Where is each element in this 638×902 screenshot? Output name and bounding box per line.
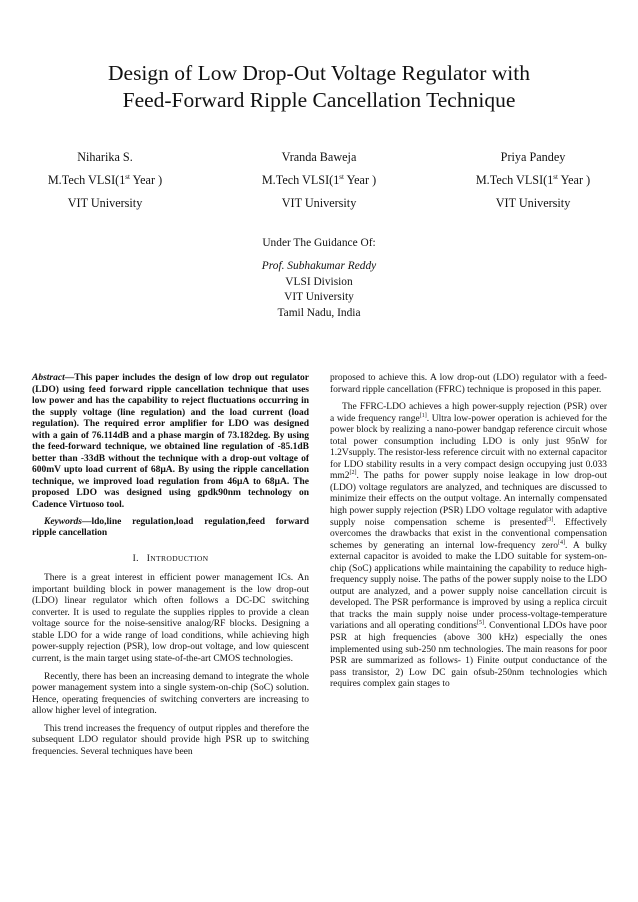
keywords-text: —ldo,line regulation,load regulation,feed forward ripple cancellation xyxy=(32,516,309,539)
citation-ref: [5] xyxy=(477,620,484,627)
keywords-lead: Keywords xyxy=(44,516,82,527)
citation-ref: [4] xyxy=(558,539,565,546)
intro-paragraph-1: There is a great interest in efficient power management ICs. An important building block in power management is the low drop-out (LDO) linear regulator which often follows a DC-DC switching converter. It is used to regulate the supplies ripples to provide a clean voltage source for the noise-sensitive analog/RF blocks. Designing a stable LDO for a wide range of load conditions, while achieving high power-supply rejection (PSR), low drop-out voltage, and low quiescent current, is the main target using state-of-the-art CMOS technologies. xyxy=(32,573,309,665)
intro-paragraph-2: Recently, there has been an increasing demand to integrate the whole power management system into a single system-on-chip (SoC) solution. Hence, operating frequencies of switching converters are increasing to allow higher level of integration. xyxy=(32,671,309,717)
program-text: M.Tech VLSI(1 xyxy=(47,173,126,187)
right-paragraph-2 xyxy=(330,402,607,691)
program-sup: st xyxy=(339,172,344,181)
text-span: . A bulky external capacitor is avoided to make the LDO suitable for system-on-chip (SoC) applications while maintaining the capability to reduce high-frequency supply noise. The paths of the power supply noise to the LDO output are analyzed, and a power supply noise cancellation circuit is developed. The PSR performance is improved by using a replica circuit that tracks the main supply noise under process-voltage-temperature variations and all operating conditions xyxy=(330,540,607,632)
abstract xyxy=(32,373,309,512)
author-block xyxy=(214,146,424,215)
intro-paragraph-3: This trend increases the frequency of output ripples and therefore the subsequent LDO regulator should provide high PSR up to switching frequencies. Several techniques have been xyxy=(32,723,309,757)
author-name: Niharika S. xyxy=(77,150,133,164)
paper-title xyxy=(30,60,608,114)
program-text-end: Year ) xyxy=(343,173,377,187)
citation-ref: [2] xyxy=(349,470,357,477)
guidance-block xyxy=(214,236,424,321)
author-block xyxy=(428,146,638,215)
citation-ref: [3] xyxy=(546,516,554,523)
section-title-rest: NTRODUCTION xyxy=(150,553,209,563)
text-span: . Effectively overcomes the drawbacks that exist in the conventional compensation schemes by generating an internal low-frequency zero xyxy=(330,517,607,551)
author-program xyxy=(0,169,210,192)
program-text-end: Year ) xyxy=(557,173,591,187)
title-line-1: Design of Low Drop-Out Voltage Regulator with xyxy=(108,61,530,85)
section-heading-introduction xyxy=(32,553,309,566)
right-column xyxy=(330,373,607,697)
program-sup: st xyxy=(125,172,130,181)
citation-ref: [1] xyxy=(419,412,427,419)
guide-name: Prof. Subhakumar Reddy xyxy=(261,260,377,272)
guide-university: VIT University xyxy=(284,291,354,303)
abstract-text: —This paper includes the design of low drop out regulator (LDO) using feed forward ripple cancellation technique that uses low power and has the capability to reject fluctuations occurring in the supply voltage (line regulation) and the load current (load regulation). The required error amplifier for LDO was designed with a gain of 76.114dB and a phase margin of 73.182deg. By using the feed-forward technique, we obtained line regulation of -85.1dB better than -33dB without the technique with a drop-out voltage of 600mV upto load current of 68µA. By using the ripple cancellation technique, we improved load regulation from 46µA to 68µA. The proposed LDO was designed using gpdk90nm technology on Cadence Virtuoso tool. xyxy=(32,373,309,511)
guide-division: VLSI Division xyxy=(285,275,353,288)
author-name: Priya Pandey xyxy=(500,150,566,164)
author-block xyxy=(0,146,210,215)
program-text: M.Tech VLSI(1 xyxy=(475,173,554,187)
author-name: Vranda Baweja xyxy=(281,150,357,164)
program-text-end: Year ) xyxy=(129,173,163,187)
author-affiliation: VIT University xyxy=(281,196,357,210)
author-program xyxy=(214,169,424,192)
text-span: . The paths for power supply noise leakage in low drop-out (LDO) voltage regulators are analyzed, and techniques are discussed to minimize their effects on the output voltage. An internally compensated high power supply rejection (PSR) LDO voltage regulator with adaptive supply noise compensation scheme is presented xyxy=(330,471,607,528)
guidance-heading: Under The Guidance Of: xyxy=(262,237,376,249)
section-first-letter: I xyxy=(146,553,151,564)
keywords xyxy=(32,517,309,540)
left-column xyxy=(32,373,309,764)
program-sup: st xyxy=(553,172,558,181)
text-span: The FFRC-LDO achieves a high power-supply rejection (PSR) over a wide frequency range xyxy=(330,402,607,424)
section-number: I. xyxy=(132,553,139,564)
abstract-lead: Abstract xyxy=(32,373,65,383)
program-text: M.Tech VLSI(1 xyxy=(261,173,340,187)
title-line-2: Feed-Forward Ripple Cancellation Technique xyxy=(122,88,516,112)
author-affiliation: VIT University xyxy=(67,196,143,210)
author-program xyxy=(428,169,638,192)
right-paragraph-1: proposed to achieve this. A low drop-out (LDO) regulator with a feed-forward ripple cancellation (FFRC) technique is proposed in this paper. xyxy=(330,373,607,395)
text-span: . Conventional LDOs have poor PSR at high frequencies (above 300 kHz) especially the ones implemented using sub-250 nm technologies. The main reasons for poor PSR are summarized as follows- 1) Finite output conductance of the pass transistor, 2) Low DC gain ofsub-250nm technologies which requires complex gain stages to xyxy=(330,621,607,690)
text-span: . Ultra low-power operation is achieved for the power block by realizing a nano-power bandgap reference circuit whose total power consumption including LDO is only just 95nW for 1.2Vsupply. The resistor-less reference circuit with no external capacitor for LDO stability results in a very compact design occupying just 0.033 mm2 xyxy=(330,413,607,482)
author-affiliation: VIT University xyxy=(495,196,571,210)
guide-location: Tamil Nadu, India xyxy=(277,306,361,319)
